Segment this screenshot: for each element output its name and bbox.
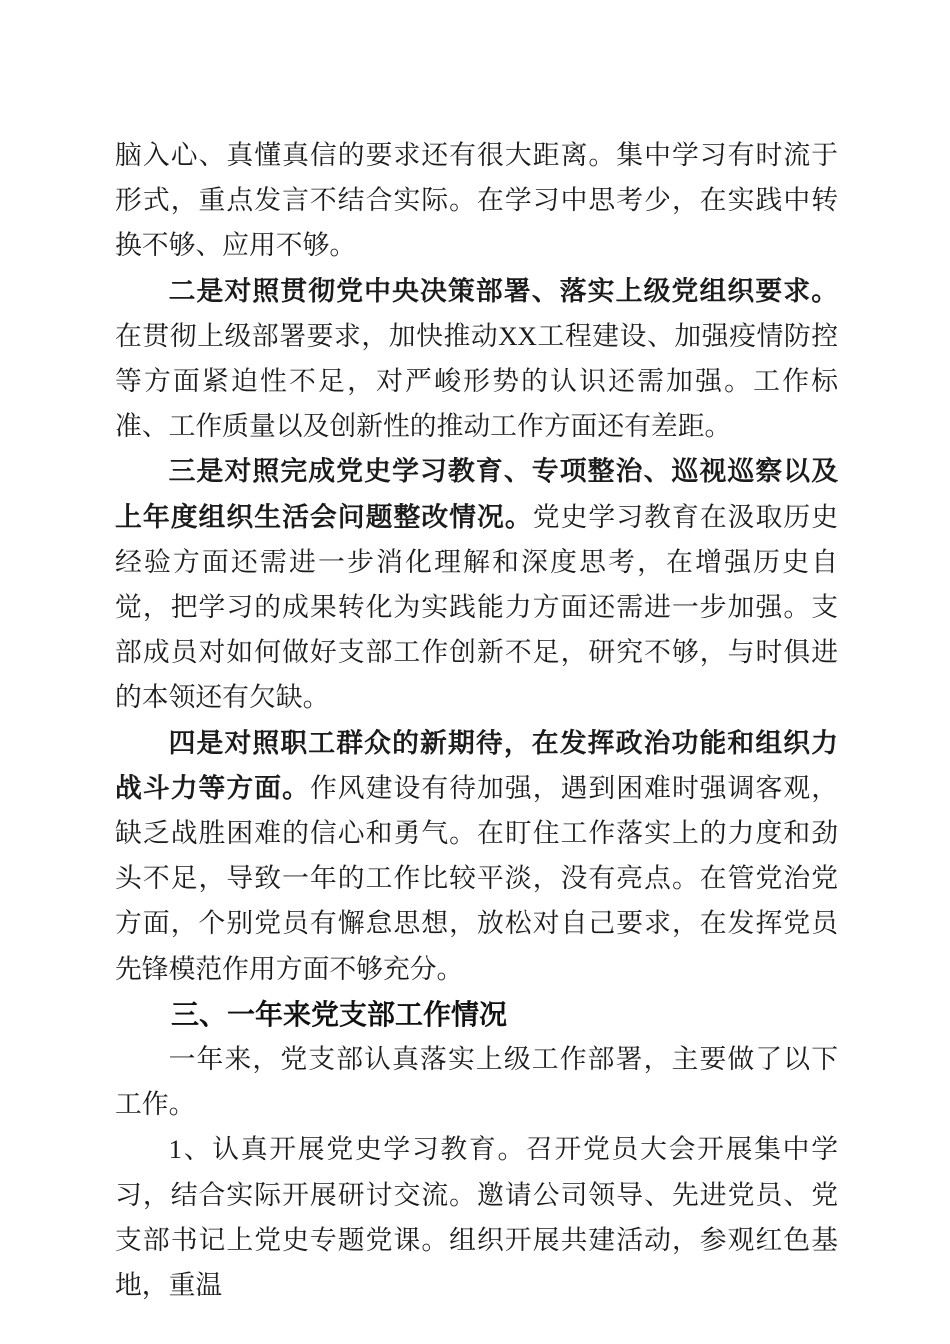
paragraph-point-3 (115, 449, 838, 720)
paragraph-lead: 三是对照完成党史学习教育、专项整治、巡视巡察以及上年度组织生活会问题整改情况。 (115, 456, 838, 532)
paragraph-intro (115, 1037, 838, 1127)
paragraph-text: 一年来，党支部认真落实上级工作部署，主要做了以下工作。 (115, 1044, 838, 1120)
paragraph-text: 在贯彻上级部署要求，加快推动XX工程建设、加强疫情防控等方面紧迫性不足，对严峻形势的认识还需加强。工作标准、工作质量以及创新性的推动工作方面还有差距。 (115, 320, 838, 442)
paragraph-item-1 (115, 1127, 838, 1308)
paragraph-text: 1、认真开展党史学习教育。召开党员大会开展集中学习，结合实际开展研讨交流。邀请公司领导、先进党员、党支部书记上党史专题党课。组织开展共建活动，参观红色基地，重温 (115, 1134, 838, 1301)
paragraph-continuation (115, 133, 838, 269)
section-heading: 三、一年来党支部工作情况 (171, 998, 508, 1030)
paragraph-text: 脑入心、真懂真信的要求还有很大距离。集中学习有时流于形式，重点发言不结合实际。在学习中思考少，在实践中转换不够、应用不够。 (115, 140, 838, 261)
paragraph-lead: 二是对照贯彻党中央决策部署、落实上级党组织要求。 (168, 275, 838, 306)
paragraph-lead: 四是对照职工群众的新期待，在发挥政治功能和组织力战斗力等方面。 (115, 727, 838, 803)
document-body (115, 133, 838, 1308)
paragraph-point-4 (115, 721, 838, 992)
paragraph-text: 作风建设有待加强，遇到困难时强调客观，缺乏战胜困难的信心和勇气。在盯住工作落实上的力度和劲头不足，导致一年的工作比较平淡，没有亮点。在管党治党方面，个别党员有懈怠思想，放松对自己要求，在发挥党员先锋模范作用方面不够充分。 (115, 772, 838, 984)
paragraph-point-2 (115, 269, 838, 450)
paragraph-text: 党史学习教育在汲取历史经验方面还需进一步消化理解和深度思考，在增强历史自觉，把学习的成果转化为实践能力方面还需进一步加强。支部成员对如何做好支部工作创新不足，研究不够，与时俱进的本领还有欠缺。 (115, 501, 839, 713)
